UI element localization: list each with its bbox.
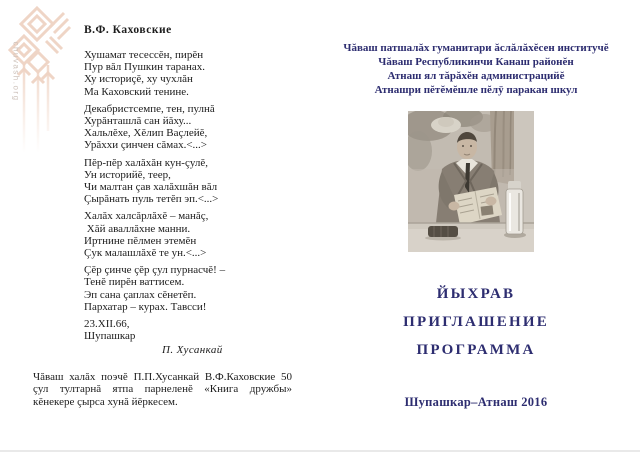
poem-line: Пĕр-пĕр халăхăн кун-çулĕ,	[84, 156, 208, 169]
poem-line: Иртнине пĕлмен этемĕн	[84, 234, 197, 247]
poem-line: Декабристсемпе, тен, пулнă	[84, 102, 215, 115]
poem-line: Чи малтан çав халăхшăн вăл	[84, 181, 218, 194]
poem-stanza	[84, 157, 322, 206]
title-yikhrav: ЙЫХРАВ	[436, 286, 516, 302]
poem-line: Хурăнташлă сан йăху...	[84, 115, 192, 128]
poem-line: Тенĕ пирĕн ваттисем.	[84, 276, 185, 289]
institution-line: Чăваш патшалăх гуманитари ăслăлăхĕсен институчĕ	[343, 42, 609, 54]
poem-stanza	[84, 210, 322, 259]
poem-line: Пур вăл Пушкин таранах.	[84, 61, 206, 74]
caption-note: Чăваш халăх поэчĕ П.П.Хусанкай В.Ф.Каховские 50 çул тултарнă ятпа парнеленĕ «Книга дружбы» кĕнекере çырса хунă йĕркесем.	[33, 371, 292, 408]
watermark-site-text: chuvash.org	[11, 41, 21, 102]
poem-line: Хальлĕхе, Хĕлип Ваçлейĕ,	[84, 127, 208, 140]
institution-line: Атнаш ял тăрăхĕн администрацийĕ	[387, 70, 565, 82]
poem-line: Çĕр çинче çĕр çул пурнасчĕ! –	[84, 264, 226, 277]
poem-stanza	[84, 49, 322, 98]
portrait-photo	[408, 111, 534, 252]
poem-line: Хушамат тесессĕн, пирĕн	[84, 49, 204, 61]
poem-line: Пархатар – курах. Тавсси!	[84, 300, 207, 313]
institution-line: Чăваш Республикинчи Канаш районĕн	[378, 56, 574, 68]
poem-line: Халăх халсăрлăхĕ – манăç,	[84, 210, 209, 223]
poem-line: Ма Каховский тенине.	[84, 85, 189, 98]
poem	[84, 49, 322, 356]
title-programma: ПРОГРАММА	[416, 342, 536, 358]
poem-stanza	[84, 264, 322, 313]
poem-line: Ун историйĕ, теер,	[84, 168, 171, 181]
poem-line: Çырăнать пуль тетĕп эп.<...>	[84, 193, 219, 206]
poem-date	[84, 318, 322, 342]
dedication-title: В.Ф. Каховские	[84, 24, 172, 36]
poem-line: Ху историçĕ, ху чухлăн	[84, 73, 193, 86]
institution-header	[320, 41, 632, 97]
date-line: Шупашкар	[84, 330, 136, 343]
imprint-line: Шупашкар–Атнаш 2016	[404, 395, 548, 409]
author-signature: П. Хусанкай	[162, 343, 223, 356]
date-line: 23.XII.66,	[84, 318, 130, 331]
poem-stanza	[84, 103, 322, 152]
institution-line: Атнашри пĕтĕмĕшле пĕлÿ паракан шкул	[374, 84, 578, 96]
poem-line: Урăххи çинчен сăмах.<...>	[84, 139, 207, 152]
poem-line: Хăй аваллăхне манни.	[84, 222, 191, 235]
title-priglashenie: ПРИГЛАШЕНИЕ	[403, 314, 549, 330]
poem-line: Çук малашлăхĕ те ун.<...>	[84, 247, 207, 260]
invitation-titles	[320, 287, 632, 371]
poem-line: Эп сана çаплах сĕнетĕп.	[84, 288, 197, 301]
